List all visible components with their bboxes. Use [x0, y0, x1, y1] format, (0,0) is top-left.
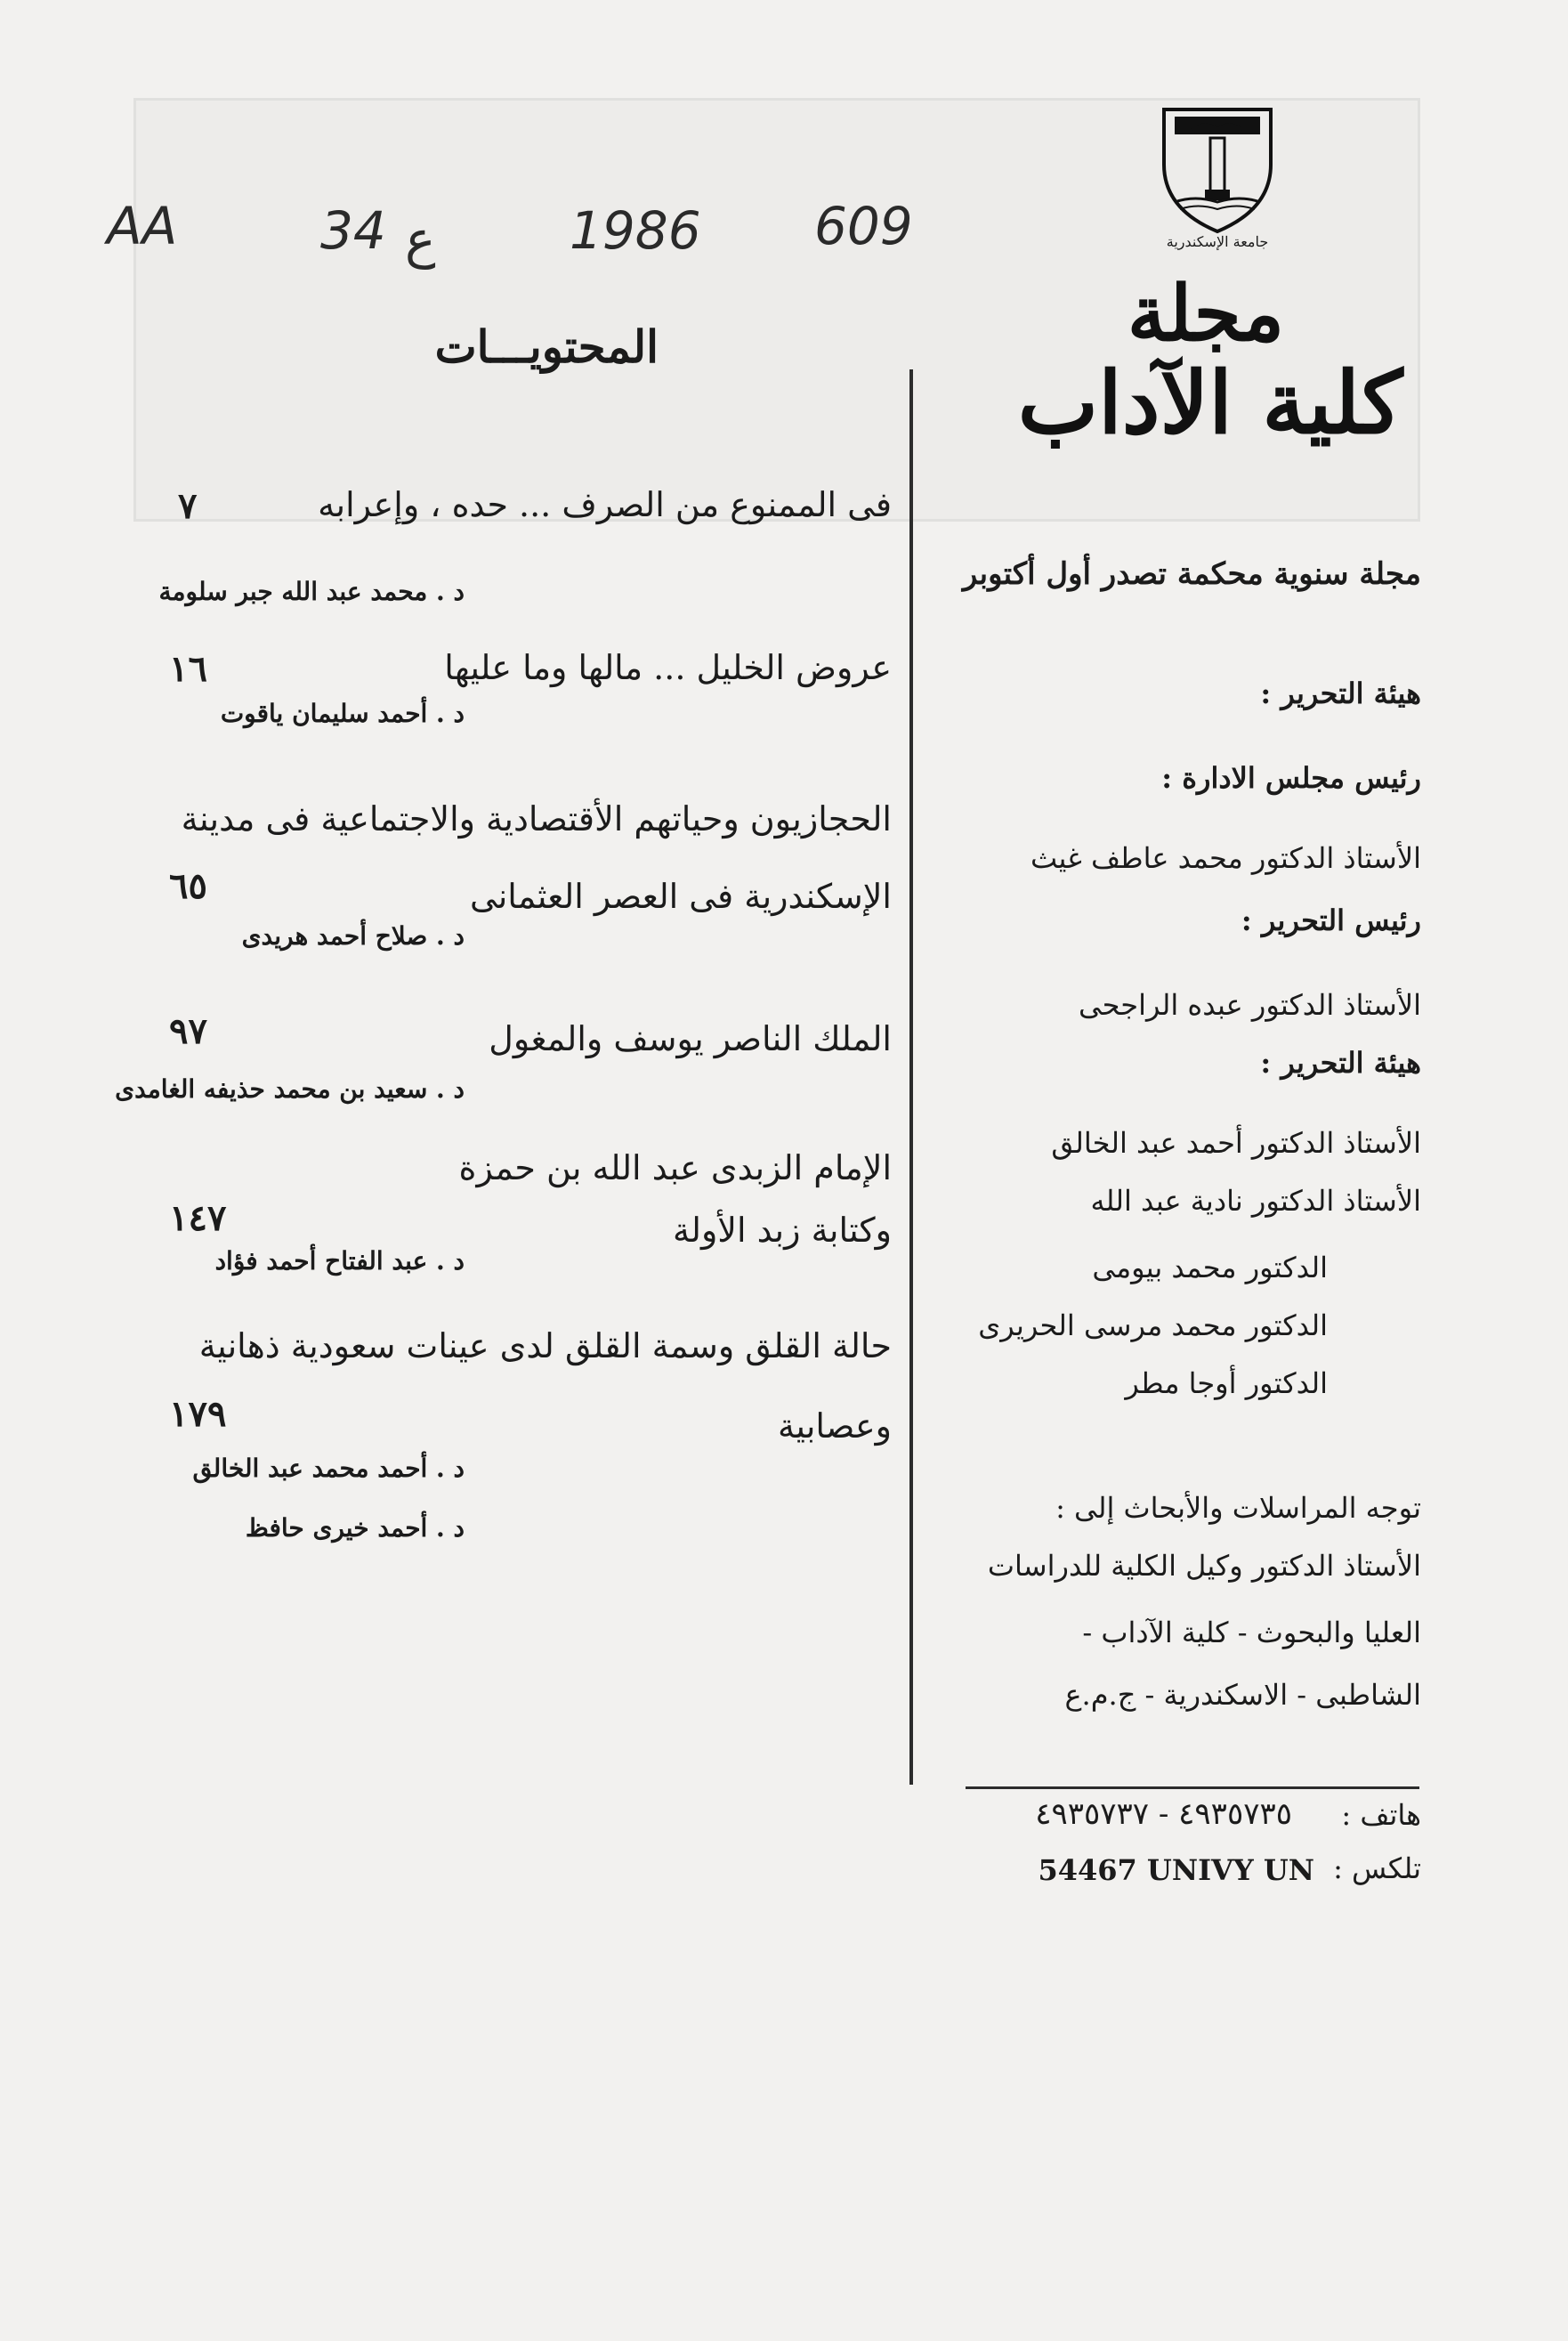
toc-item-title-cont: الإسكندرية فى العصر العثمانى — [470, 877, 892, 916]
phone-value: ٤٩٣٥٧٣٥ - ٤٩٣٥٧٣٧ — [1035, 1796, 1292, 1832]
toc-item-title: حالة القلق وسمة القلق لدى عينات سعودية ذهانية — [198, 1326, 892, 1365]
toc-item-page: ١٤٧ — [169, 1197, 227, 1239]
phone-label: هاتف : — [1341, 1798, 1421, 1832]
toc-item-page: ٧ — [178, 485, 198, 527]
board-member: الأستاذ الدكتور نادية عبد الله — [1090, 1184, 1421, 1218]
toc-item-title: فى الممنوع من الصرف ... حده ، وإعرابه — [318, 485, 892, 524]
toc-item-title: عروض الخليل ... مالها وما عليها — [444, 648, 892, 687]
university-lighthouse-emblem-icon — [1155, 102, 1280, 236]
board-member: الدكتور محمد مرسى الحريرى — [978, 1308, 1328, 1342]
telex-value: 54467 UNIVY UN — [1038, 1853, 1314, 1887]
toc-item-author: د . صلاح أحمد هريدى — [241, 921, 465, 951]
correspondence-label: توجه المراسلات والأبحاث إلى : — [1055, 1491, 1421, 1525]
journal-title-top: مجلة — [1127, 269, 1285, 359]
contents-heading: المحتويـــات — [434, 320, 659, 373]
editor-name: الأستاذ الدكتور عبده الراجحى — [1078, 988, 1421, 1022]
toc-item-title: الحجازيون وحياتهم الأقتصادية والاجتماعية فى مدينة — [181, 799, 892, 838]
toc-item-title: الملك الناصر يوسف والمغول — [489, 1019, 892, 1058]
toc-item-author: د . سعيد بن محمد حذيفه الغامدى — [115, 1074, 465, 1104]
board-member: الأستاذ الدكتور أحمد عبد الخالق — [1051, 1126, 1421, 1160]
handwritten-mark: ع — [405, 209, 436, 270]
toc-item-title: الإمام الزبدى عبد الله بن حمزة — [458, 1148, 892, 1187]
toc-item-title-cont: وعصابية — [778, 1406, 892, 1446]
handwritten-code: AA — [107, 196, 178, 256]
telex-label: تلكس : — [1333, 1851, 1421, 1885]
toc-item-page: ٩٧ — [169, 1010, 207, 1052]
handwritten-page: 609 — [814, 196, 913, 256]
divider-vertical — [909, 369, 913, 1785]
correspondence-line-1: الأستاذ الدكتور وكيل الكلية للدراسات — [987, 1549, 1421, 1583]
handwritten-year: 1986 — [570, 200, 701, 261]
toc-item-author-2: د . أحمد خيرى حافظ — [245, 1513, 465, 1543]
chair-name: الأستاذ الدكتور محمد عاطف غيث — [1031, 841, 1421, 875]
toc-item-page: ٦٥ — [169, 865, 207, 907]
correspondence-line-3: الشاطبى - الاسكندرية - ج.م.ع — [1064, 1678, 1421, 1712]
divider-horizontal — [966, 1786, 1419, 1789]
board-member: الدكتور أوجا مطر — [1125, 1366, 1328, 1400]
editor-label: رئيس التحرير : — [1241, 903, 1421, 937]
board-heading: هيئة التحرير : — [1260, 676, 1421, 710]
handwritten-volume: 34 — [320, 200, 386, 261]
members-label: هيئة التحرير : — [1260, 1046, 1421, 1080]
board-member: الدكتور محمد بيومى — [1092, 1251, 1328, 1284]
toc-item-author: د . عبد الفتاح أحمد فؤاد — [214, 1246, 465, 1276]
chair-label: رئيس مجلس الادارة : — [1161, 761, 1421, 795]
toc-item-page: ١٧٩ — [169, 1393, 227, 1435]
toc-item-title-cont: وكتابة زبد الأولة — [673, 1211, 892, 1250]
emblem-caption: جامعة الإسكندرية — [1166, 233, 1269, 250]
toc-item-page: ١٦ — [169, 648, 207, 690]
correspondence-line-2: العليا والبحوث - كلية الآداب - — [1082, 1616, 1421, 1649]
toc-item-author: د . محمد عبد الله جبر سلومة — [158, 577, 465, 606]
journal-title-main: كلية الآداب — [1017, 352, 1403, 453]
journal-subtitle: مجلة سنوية محكمة تصدر أول أكتوبر — [962, 556, 1421, 592]
toc-item-author: د . أحمد محمد عبد الخالق — [192, 1454, 465, 1483]
toc-item-author: د . أحمد سليمان ياقوت — [220, 699, 465, 728]
